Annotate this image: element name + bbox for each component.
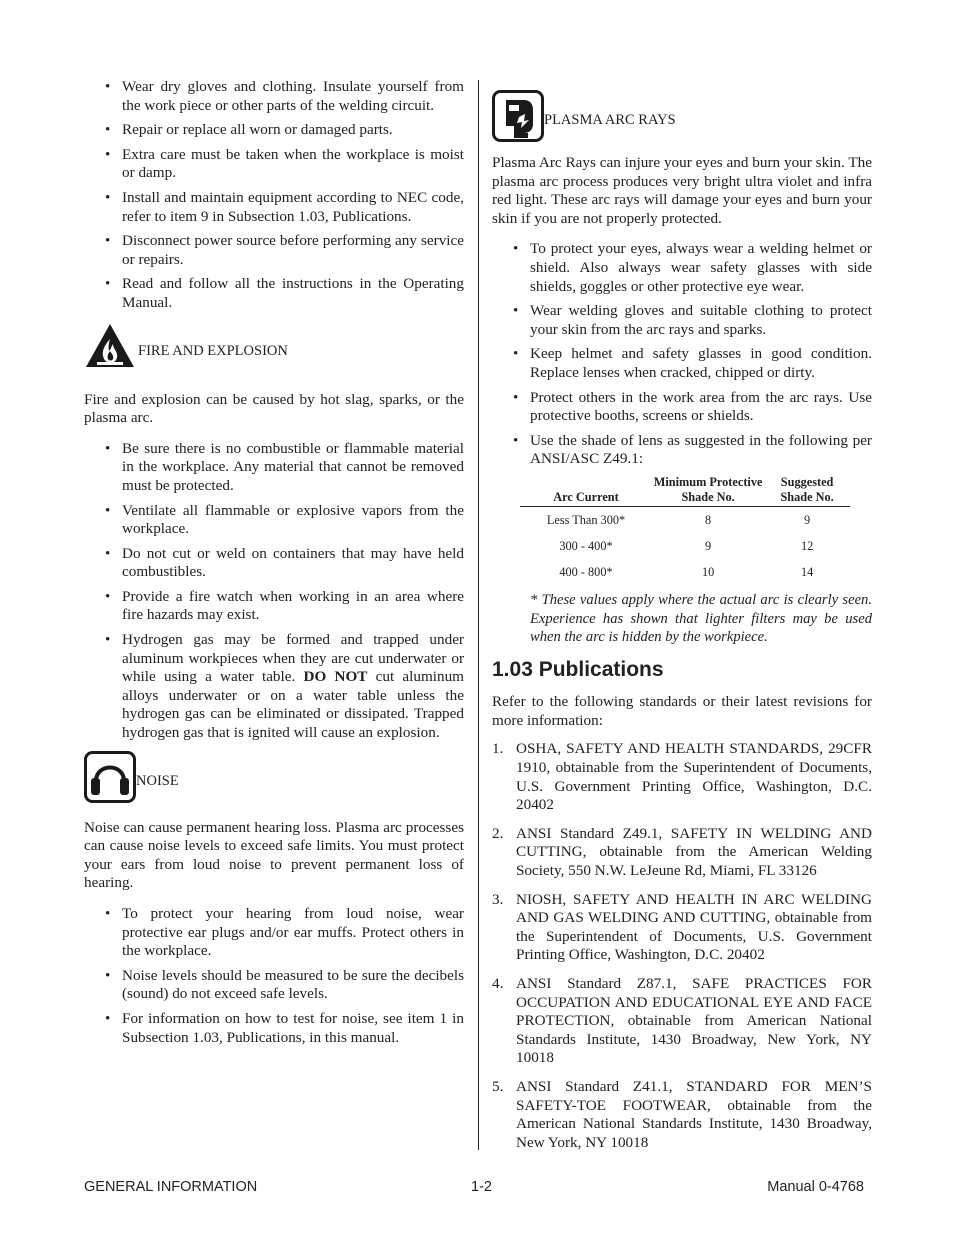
noise-hazard-title: NOISE [136, 773, 179, 790]
arc-rays-bullets [492, 240, 872, 469]
welding-helmet-icon [492, 90, 544, 142]
publication-item [492, 1078, 872, 1152]
electric-shock-bullets [84, 78, 464, 313]
column-header-arc-current: Arc Current [520, 475, 652, 507]
item-number: 3. [492, 890, 504, 908]
table-header-row [520, 475, 850, 507]
list-item: • Keep helmet and safety glasses in good condition. Replace lenses when cracked, chipped or dirty. [530, 345, 872, 382]
minimum-shade-cell: 10 [701, 564, 715, 579]
minimum-shade-cell: 9 [705, 538, 712, 553]
suggested-shade-cell: 9 [804, 512, 811, 527]
manual-number: Manual 0-4768 [767, 1179, 864, 1195]
arc-rays-hazard-title: PLASMA ARC RAYS [544, 112, 676, 129]
list-item: • Repair or replace all worn or damaged parts. [122, 121, 464, 140]
list-item: • Provide a fire watch when working in an area where fire hazards may exist. [122, 588, 464, 625]
publication-item [492, 975, 872, 1068]
publication-text: NIOSH, SAFETY AND HEALTH IN ARC WELDING AND GAS WELDING AND CUTTING, obtainable from the Superintendent of Documents, U.S. Government Printing Office, Washington, D.C. 20402 [516, 890, 872, 964]
header-line: Shade No. [780, 489, 834, 504]
right-column [492, 90, 872, 1162]
list-item: • Extra care must be taken when the workplace is moist or damp. [122, 146, 464, 183]
section-heading-publications: 1.03 Publications [492, 657, 664, 681]
publication-item [492, 740, 872, 814]
publication-text: ANSI Standard Z87.1, SAFE PRACTICES FOR OCCUPATION AND EDUCATIONAL EYE AND FACE PROTECTION, obtainable from American National Standards Institute, 1430 Broadway, New York, NY 10018 [516, 975, 872, 1067]
list-item: • Ventilate all flammable or explosive vapors from the workplace. [122, 502, 464, 539]
table-footnote: * These values apply where the actual arc is clearly seen. Experience has shown that lighter filters may be used when the arc is hidden by the workpiece. [530, 591, 872, 646]
list-item: • Use the shade of lens as suggested in the following per ANSI/ASC Z49.1: [530, 432, 872, 469]
arc-current-cell: 300 - 400* [559, 538, 613, 553]
hydrogen-text-before: Hydrogen gas may be formed and trapped under aluminum workpieces when they are cut underwater or while using a water table. [122, 631, 464, 686]
hydrogen-text-after: cut aluminum alloys underwater or on a water table unless the hydrogen gas can be eliminated or dissipated. Trapped hydrogen gas that is ignited will cause an explosion. [122, 668, 464, 742]
fire-bullets [84, 440, 464, 743]
table-row [520, 559, 850, 585]
table-row [520, 533, 850, 559]
left-column [84, 78, 464, 1053]
publication-text: ANSI Standard Z49.1, SAFETY IN WELDING AND CUTTING, obtainable from the American Welding Society, 550 N.W. LeJeune Rd, Miami, FL 33126 [516, 824, 872, 880]
item-number: 2. [492, 824, 504, 842]
column-divider [478, 80, 479, 1150]
noise-hazard-header [84, 751, 464, 803]
footer-left: GENERAL INFORMATION [84, 1179, 258, 1195]
fire-hazard-header [84, 321, 464, 373]
publication-text: OSHA, SAFETY AND HEALTH STANDARDS, 29CFR 1910, obtainable from the Superintendent of Documents, U.S. Government Printing Office, Washington, D.C. 20402 [516, 740, 872, 814]
suggested-shade-cell: 14 [800, 564, 814, 579]
publication-item [492, 825, 872, 881]
list-item: • Wear welding gloves and suitable clothing to protect your skin from the arc rays and sparks. [530, 302, 872, 339]
item-number: 4. [492, 975, 504, 992]
list-item: • To protect your hearing from loud noise, wear protective ear plugs and/or ear muffs. Protect others in the workplace. [122, 905, 464, 961]
suggested-shade-cell: 12 [800, 538, 814, 553]
page-number: 1-2 [471, 1179, 492, 1195]
noise-bullets [84, 905, 464, 1047]
publication-item [492, 891, 872, 965]
fire-hazard-title: FIRE AND EXPLOSION [138, 342, 288, 359]
fire-warning-icon [84, 321, 136, 373]
list-item: • Disconnect power source before performing any service or repairs. [122, 232, 464, 269]
publications-list [492, 740, 872, 1152]
header-line: Minimum Protective [653, 474, 763, 489]
list-item: • Noise levels should be measured to be sure the decibels (sound) do not exceed safe levels. [122, 967, 464, 1004]
fire-description: Fire and explosion can be caused by hot slag, sparks, or the plasma arc. [84, 390, 464, 427]
header-line: Suggested [780, 474, 834, 489]
list-item: • To protect your eyes, always wear a welding helmet or shield. Also always wear safety glasses with side shields, goggles or other protective eye wear. [530, 240, 872, 296]
column-header-suggested-shade [764, 475, 850, 507]
ear-muffs-icon [84, 751, 136, 803]
arc-rays-hazard-header [492, 90, 872, 142]
publication-text: ANSI Standard Z41.1, STANDARD FOR MEN’S SAFETY-TOE FOOTWEAR, obtainable from the American National Standards Institute, 1430 Broadway, New York, NY 10018 [516, 1077, 872, 1151]
list-item: • Do not cut or weld on containers that may have held combustibles. [122, 545, 464, 582]
item-number: 5. [492, 1077, 504, 1095]
header-line: Shade No. [681, 489, 735, 504]
list-item: • Be sure there is no combustible or flammable material in the workplace. Any material that cannot be removed must be protected. [122, 440, 464, 496]
list-item: • For information on how to test for noise, see item 1 in Subsection 1.03, Publications, in this manual. [122, 1010, 464, 1047]
hydrogen-warning-item [122, 631, 464, 743]
arc-current-cell: 400 - 800* [559, 564, 613, 579]
shade-table [520, 475, 850, 585]
list-item: • Protect others in the work area from the arc rays. Use protective booths, screens or shields. [530, 389, 872, 426]
publications-intro: Refer to the following standards or their latest revisions for more information: [492, 693, 872, 729]
column-header-minimum-shade [652, 475, 764, 507]
arc-current-cell: Less Than 300* [546, 512, 626, 527]
noise-description: Noise can cause permanent hearing loss. Plasma arc processes can cause noise levels to exceed safe limits. You must protect your ears from loud noise to prevent permanent loss of hearing. [84, 818, 464, 892]
item-number: 1. [492, 740, 504, 758]
arc-rays-description: Plasma Arc Rays can injure your eyes and burn your skin. The plasma arc process produces very bright ultra violet and infra red light. These arc rays will damage your eyes and burn your skin if you are not properly protected. [492, 154, 872, 227]
do-not-emphasis: DO NOT [303, 668, 368, 686]
list-item: • Wear dry gloves and clothing. Insulate yourself from the work piece or other parts of the welding circuit. [122, 78, 464, 115]
list-item: • Install and maintain equipment according to NEC code, refer to item 9 in Subsection 1.03, Publications. [122, 189, 464, 226]
minimum-shade-cell: 8 [705, 512, 712, 527]
table-row [520, 506, 850, 533]
list-item: • Read and follow all the instructions in the Operating Manual. [122, 275, 464, 312]
